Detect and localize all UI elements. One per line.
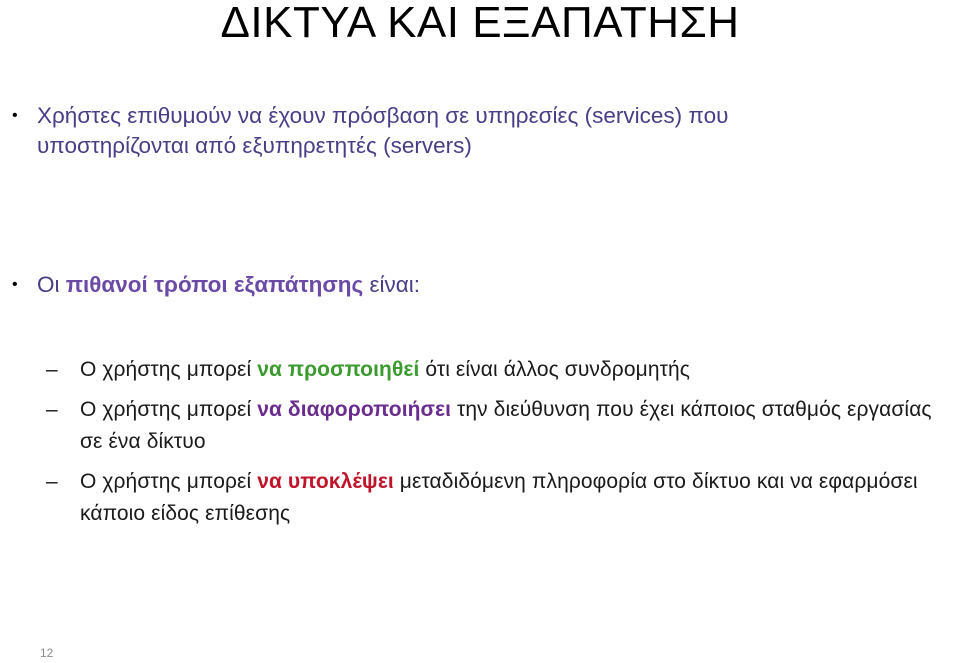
subbullet-text-after: την διεύθυνση που έχει κάποιος σταθμός εργασίας σε ένα δίκτυο: [80, 398, 932, 453]
bullet-text: [37, 270, 912, 300]
subbullet-marker: –: [46, 398, 58, 421]
subbullet-text: [80, 354, 958, 386]
subbullet-highlight: να υποκλέψει: [257, 470, 394, 493]
bullet-marker: •: [12, 107, 18, 124]
subbullet-modify-address: [46, 394, 958, 458]
bullet-text-before: Οι: [37, 272, 66, 297]
bullet-highlight: πιθανοί τρόποι εξαπάτησης: [65, 272, 364, 297]
slide-title: ΔΙΚΤΥΑ ΚΑΙ ΕΞΑΠΑΤΗΣΗ: [220, 0, 740, 47]
subbullet-intercept: [46, 466, 958, 530]
subbullet-marker: –: [46, 470, 58, 493]
subbullet-text-after: ότι είναι άλλος συνδρομητής: [419, 358, 690, 381]
bullet-text-after: είναι:: [363, 272, 421, 297]
subbullet-highlight: να διαφοροποιήσει: [257, 398, 452, 421]
bullet-text-line: Χρήστες επιθυμούν να έχουν πρόσβαση σε υπηρεσίες (services) που: [37, 103, 729, 128]
bullet-text-line: υποστηρίζονται από εξυπηρετητές (servers): [37, 133, 472, 158]
bullet-marker: •: [12, 276, 18, 293]
subbullet-text-after: μεταδιδόμενη πληροφορία στο δίκτυο και να εφαρμόσει κάποιο είδος επίθεσης: [80, 470, 918, 525]
subbullet-impersonate: [46, 354, 958, 386]
slide-number: 12: [40, 646, 54, 660]
subbullet-highlight: να προσποιηθεί: [257, 358, 420, 381]
subbullet-text-before: Ο χρήστης μπορεί: [80, 398, 258, 421]
subbullet-text: [80, 394, 958, 458]
subbullet-text: [80, 466, 958, 530]
bullet-item-deception-methods: [12, 270, 912, 300]
bullet-item-services: [12, 101, 912, 161]
subbullet-text-before: Ο χρήστης μπορεί: [80, 470, 258, 493]
subbullet-text-before: Ο χρήστης μπορεί: [80, 358, 258, 381]
bullet-text: [37, 101, 912, 161]
subbullet-marker: –: [46, 358, 58, 381]
